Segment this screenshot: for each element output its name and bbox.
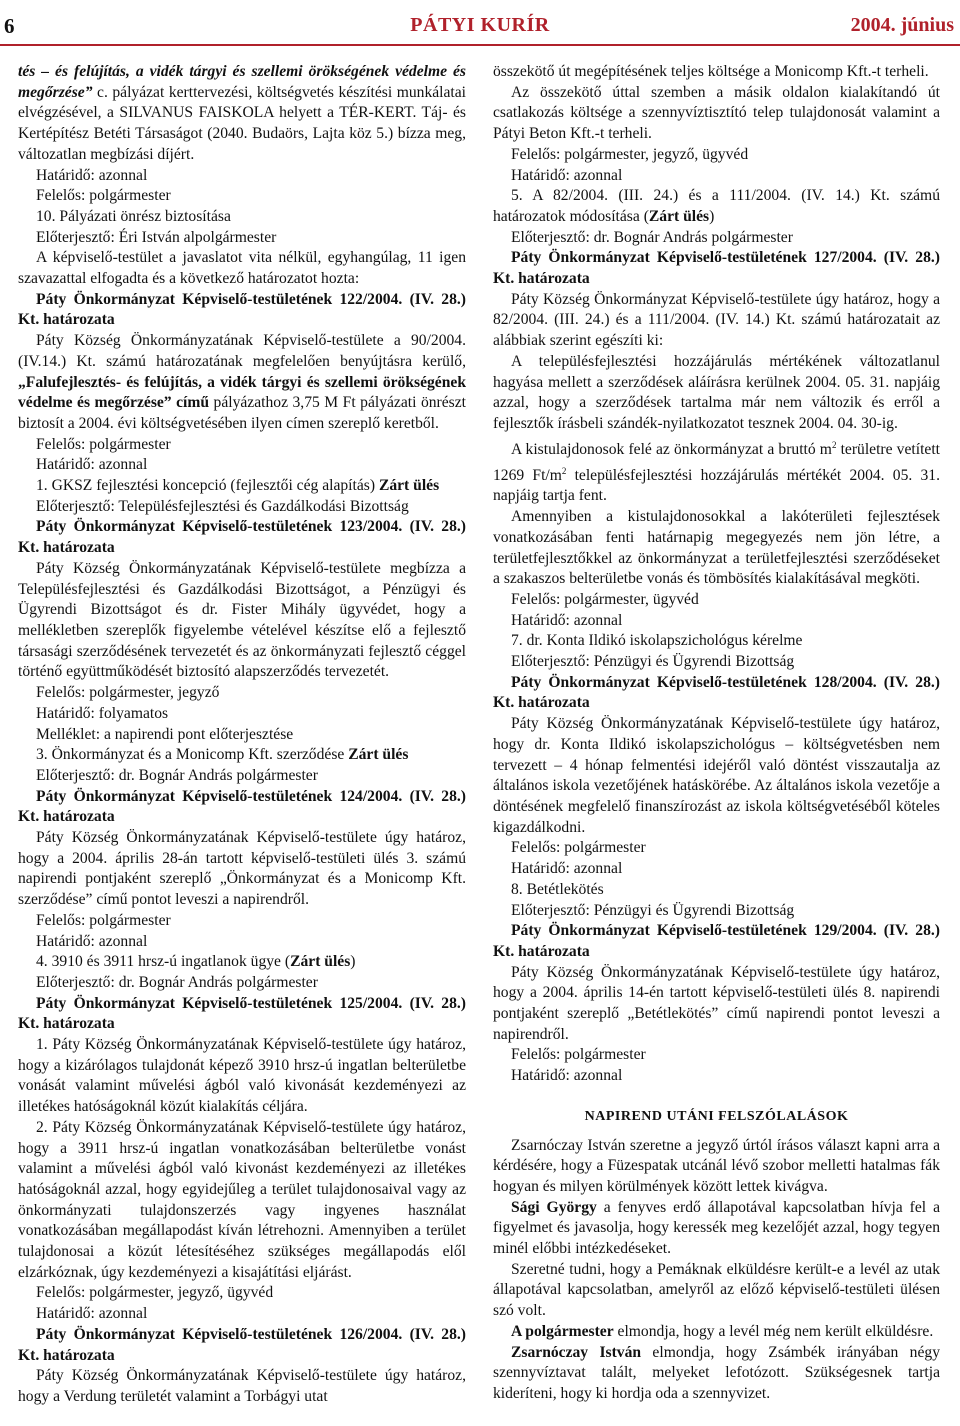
closed-session-label: Zárt ülés [378,477,440,495]
responsible-line: Felelős: polgármester [36,187,171,205]
responsible-line: Felelős: polgármester, jegyző, ügyvéd [36,1284,274,1302]
header-rule [0,44,960,46]
paragraph: Az összekötő úttal szemben a másik oldalon kialakítandó út csatlakozás költsége a szennyvíztisztító telep tulajdonosát valamint a Pátyi Beton Kft.-t terheli. [493,83,940,143]
paragraph [493,1343,940,1405]
agenda-item [18,476,466,497]
responsible-line: Felelős: polgármester, jegyző [36,684,220,702]
deadline-line: Határidő: azonnal [511,1067,623,1085]
deadline-line: Határidő: azonnal [36,166,148,184]
paragraph-text: területre vetített 1269 Ft/m [493,440,940,484]
deadline-line: Határidő: azonnal [511,611,623,629]
paragraph [493,435,940,507]
agenda-text: 5. A 82/2004. (III. 24.) és a 111/2004. (IV. 14.) Kt. számú határozatok módosítása ( [493,187,940,225]
resolution-heading: Páty Önkormányzat Képviselő-testületének 122/2004. (IV. 28.) Kt. határozata [18,290,466,329]
agenda-item [493,186,940,227]
responsible-line: Felelős: polgármester [36,911,171,929]
paragraph: A településfejlesztési hozzájárulás mértékének változatlanul hagyása mellett a szerződések aláírásra kerülnek 2004. 05. 31. napjáig azzal, hogy a szerződések tartalma már nem változik és erről a fejlesztők írásbeli szándék-nyilatkozatot tesznek 2004. 04. 30-ig. [493,352,940,432]
resolution-heading: Páty Önkormányzat Képviselő-testületének 128/2004. (IV. 28.) Kt. határozata [493,673,940,712]
speaker-name: A polgármester [511,1322,614,1340]
deadline-line: Határidő: azonnal [36,1305,148,1323]
paragraph: Páty Község Önkormányzatának Képviselő-testülete úgy határoz, hogy a 2004. április 28-án tartott képviselő-testületi ülés 3. számú napirendi pontjaként szereplő „Önkormányzat és a Monicomp Kft. szerződése” című pontot leveszi a napirendről. [18,829,466,909]
resolution-heading: Páty Önkormányzat Képviselő-testületének 127/2004. (IV. 28.) Kt. határozata [493,249,940,288]
superscript: 2 [831,439,837,450]
paragraph [493,1198,940,1260]
page-number: 6 [4,14,15,38]
agenda-item [18,745,466,766]
paragraph-text: elmondja, hogy a levél még nem került elküldésre. [613,1322,934,1340]
responsible-line: Felelős: polgármester [511,839,646,857]
responsible-line: Felelős: polgármester [36,435,171,453]
agenda-item: 8. Betétlekötés [511,880,604,898]
superscript: 2 [561,465,567,476]
deadline-line: Határidő: folyamatos [36,704,169,722]
agenda-item [18,952,466,973]
paragraph: összekötő út megépítésének teljes költsége a Monicomp Kft.-t terheli. [493,63,929,80]
paragraph-text: című [171,394,210,412]
paragraph-text: c. pályázat kerttervezési, költségvetés készítési munkálatai elvégzésével, a SILVANUS FAISKOLA helyett a TÉR-KERT. Táj- és Kertépítész Betéti Társaságot (2040. Budaörs, Lajta köz 5.) bízza meg, változatlan megbízási díjért. [18,83,466,163]
closed-session-label: Zárt ülés [290,953,351,971]
resolution-heading: Páty Önkormányzat Képviselő-testületének 126/2004. (IV. 28.) Kt. határozata [18,1325,466,1364]
agenda-text: 3. Önkormányzat és a Monicomp Kft. szerződése [36,746,349,764]
paragraph: Páty Község Önkormányzatának Képviselő-testülete úgy határoz, hogy dr. Konta Ildikó iskolapszichológus – költségvetésben nem tervezett – 4 hónap felmentési idejéről való döntést visszautalja az általános iskola vezetőjének hatáskörébe. Az általános iskola vezetője a döntésének megfelelő finanszírozást az iskola költségvetéséből köteles kigazdálkodni. [493,715,940,836]
responsible-line: Felelős: polgármester, jegyző, ügyvéd [511,145,749,163]
responsible-line: Felelős: polgármester [511,1046,646,1064]
deadline-line: Határidő: azonnal [511,166,623,184]
presenter-line: Előterjesztő: dr. Bognár András polgármester [511,228,793,246]
deadline-line: Határidő: azonnal [36,456,148,474]
resolution-heading: Páty Önkormányzat Képviselő-testületének 124/2004. (IV. 28.) Kt. határozata [18,787,466,826]
newspaper-title: PÁTYI KURÍR [410,14,550,36]
speaker-name: Zsarnóczay István [511,1343,642,1361]
agenda-text: ) [350,953,356,971]
paragraph [493,1322,940,1343]
paragraph: Páty Község Önkormányzatának Képviselő-testülete úgy határoz, hogy a 2004. április 14-én tartott képviselő-testületi ülés 8. napirendi pontjaként szereplő „Betétlekötés” című napirendi pontot leveszi a napirendről. [493,963,940,1043]
right-column [493,62,940,1405]
paragraph [18,62,466,166]
grant-title: „Falufejlesztés- és felújítás, a vidék tárgyi és szellemi örökségének védelme és megőrzése” [18,373,466,412]
paragraph-text: Páty Község Önkormányzatának Képviselő-testülete a 90/2004. (IV.14.) Kt. számú határozatának megfelelően benyújtásra kerülő, [18,332,466,370]
paragraph: A képviselő-testület a javaslatot vita nélkül, egyhangúlag, 11 igen szavazattal elfogadta és a következő határozatot hozta: [18,249,466,288]
agenda-text: ) [709,207,715,225]
presenter-line: Előterjesztő: Pénzügyi és Ügyrendi Bizottság [511,653,795,671]
left-column [18,62,466,1408]
agenda-item: 10. Pályázati önrész biztosítása [36,207,231,225]
issue-date: 2004. június [850,14,954,36]
closed-session-label: Zárt ülés [348,746,409,764]
presenter-line: Előterjesztő: Éri István alpolgármester [36,228,277,246]
paragraph-text: elmondja, hogy Zsámbék irányában négy szennyvíztavat talált, melyeket lefotózott. Szükségesnek tartja kideríteni, hogy ki hordja oda a szennyvizet. [493,1343,940,1402]
paragraph-text: településfejlesztési hozzájárulás mértékét 2004. 05. 31. napjáig tartja fent. [493,466,940,505]
paragraph: Páty Község Önkormányzat Képviselő-testülete úgy határoz, hogy a 82/2004. (III. 24.) és a 111/2004. (IV. 14.) Kt. számú határozatait az alábbiak szerint egészíti ki: [493,290,940,350]
presenter-line: Előterjesztő: dr. Bognár András polgármester [36,766,318,784]
paragraph-text: pályázathoz 3,75 M Ft pályázati önrészt biztosít a 2004. évi költségvetésében ilyen címen szereplő keretből. [18,394,466,432]
paragraph: Páty Község Önkormányzatának Képviselő-testülete úgy határoz, hogy a Verdung területét valamint a Torbágyi utat [18,1367,466,1405]
section-heading: NAPIREND UTÁNI FELSZÓLALÁSOK [584,1108,849,1124]
attachment-line: Melléklet: a napirendi pont előterjesztése [36,725,294,743]
paragraph-text: A kistulajdonosok felé az önkormányzat a bruttó m [511,440,832,458]
deadline-line: Határidő: azonnal [511,860,623,878]
deadline-line: Határidő: azonnal [36,932,148,950]
agenda-text: 4. 3910 és 3911 hrsz-ú ingatlanok ügye ( [36,953,291,971]
speaker-name: Sági György [511,1198,597,1216]
grant-title-fragment: tés – és felújítás, a vidék tárgyi és szellemi örökségének védelme és megőrzése” [18,63,466,101]
resolution-heading: Páty Önkormányzat Képviselő-testületének 129/2004. (IV. 28.) Kt. határozata [493,922,940,960]
paragraph-text: a fenyves erdő állapotával kapcsolatban hívja fel a figyelmet és javasolja, hogy keressék meg kezelőjét azzal, hogy tegyen minél előbbi intézkedéseket. [493,1198,940,1258]
paragraph: 2. Páty Község Önkormányzatának Képviselő-testülete úgy határoz, hogy a 3911 hrsz-ú ingatlan vonatkozásában belterületbe vonást valamint a művelési ágból való kivonást kezdeményezi az illetékes hatóságoknál azzal, hogy egyidejűleg a terület tulajdonosaival vagy az önkormányzati tulajdonszerzés vagy ingyenes használat vonatkozásában megállapodást kíván létrehozni. Amennyiben a terület tulajdonosai a közút létesítéséhez szükséges megállapodás elől elzárkóznak, úgy kezdeményezi a kisajátítási eljárást. [18,1118,466,1281]
agenda-text: 1. GKSZ fejlesztési koncepció (fejlesztői cég alapítás) [36,477,379,495]
paragraph: Amennyiben a kistulajdonosokkal a lakóterületi fejlesztések vonatkozásában fenti határnapig megegyezés nem jön létre, a területfejlesztőkkel az önkormányzat a területfejlesztési szerződéseket a szakaszos belterületbe vonás és tömbösítés kialakításával megköti. [493,508,940,588]
paragraph: 1. Páty Község Önkormányzatának Képviselő-testülete úgy határoz, hogy a kizárólagos tulajdonát képező 3910 hrsz-ú ingatlan belterületbe vonását valamint művelési ágból való kivonását kezdeményezi az illetékes hatóságoknál közút kialakítás céljára. [18,1036,466,1116]
paragraph: Szeretné tudni, hogy a Pemáknak elküldésre került-e a levél az utak állapotával kapcsolatban, amelyről az előző képviselő-testületi ülésen szó volt. [493,1260,940,1320]
presenter-line: Előterjesztő: Pénzügyi és Ügyrendi Bizottság [511,901,795,919]
paragraph [18,331,466,435]
paragraph: Páty Község Önkormányzatának Képviselő-testülete megbízza a Településfejlesztési és Gazdálkodási Bizottságot, a Pénzügyi és Ügyrendi Bizottságot és dr. Fister Mihály ügyvédet, hogy a mellékletben szereplők figyelembe vételével készítse elő a fejlesztő társasági szerződésének tervezetét és az önkormányzati fejlesztő céggel történő együttműködését biztosító alapszerződés tervezetét. [18,559,466,681]
presenter-line: Előterjesztő: Településfejlesztési és Gazdálkodási Bizottság [36,497,409,515]
agenda-item: 7. dr. Konta Ildikó iskolapszichológus kérelme [511,632,803,650]
presenter-line: Előterjesztő: dr. Bognár András polgármester [36,973,318,991]
closed-session-label: Zárt ülés [648,207,710,225]
resolution-heading: Páty Önkormányzat Képviselő-testületének 123/2004. (IV. 28.) Kt. határozata [18,518,466,557]
paragraph: Zsarnóczay István szeretne a jegyző úrtól írásos választ kapni arra a kérdésére, hogy a Füzespatak utcánál lévő szobor melletti hatalmas fák hogyan és milyen körülmények között lettek kivágva. [493,1136,940,1195]
page-header [0,0,960,44]
responsible-line: Felelős: polgármester, ügyvéd [511,590,699,608]
resolution-heading: Páty Önkormányzat Képviselő-testületének 125/2004. (IV. 28.) Kt. határozata [18,994,466,1033]
